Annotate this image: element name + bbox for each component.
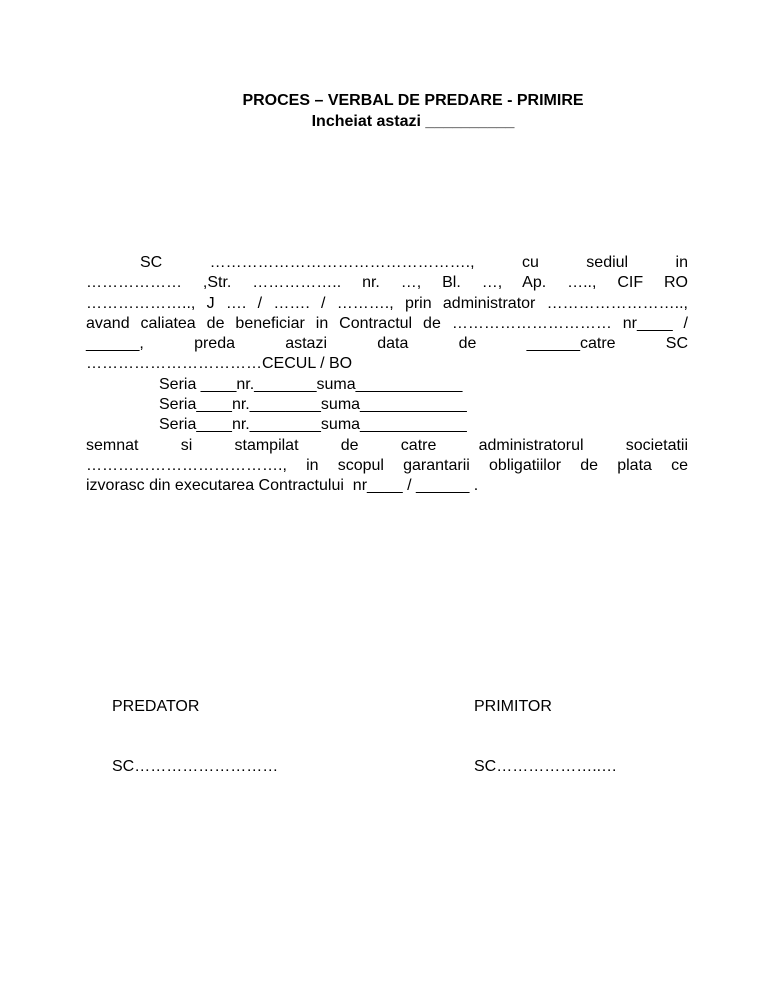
body-word: stampilat xyxy=(234,436,299,454)
signature-role: PRIMITOR xyxy=(474,698,552,715)
body-word: ______, xyxy=(86,335,144,353)
document-title: PROCES – VERBAL DE PREDARE - PRIMIRE xyxy=(242,92,584,109)
seria-line-3: Seria____nr.________suma____________ xyxy=(159,416,467,434)
body-line-2: ……………… ,Str. …………….. nr. …, Bl. …, Ap. ….., CIF RO xyxy=(86,274,688,292)
body-word: SC xyxy=(140,254,163,271)
body-word: si xyxy=(180,436,193,454)
body-word: de xyxy=(458,335,477,353)
body-word: …………………………………………., xyxy=(209,254,475,271)
body-line-4: avand caliatea de beneficiar in Contractul de ………………………… nr____ / xyxy=(86,314,688,332)
signature-company: SC……………………… xyxy=(112,758,279,775)
body-word: astazi xyxy=(285,335,327,353)
seria-line-1: Seria ____nr._______suma____________ xyxy=(159,375,463,393)
signature-primitor xyxy=(474,657,617,817)
body-word: preda xyxy=(194,335,235,353)
body-word: SC xyxy=(665,335,689,353)
body-word: ______catre xyxy=(526,335,616,353)
signature-role: PREDATOR xyxy=(112,698,200,715)
seria-line-2: Seria____nr.________suma____________ xyxy=(159,396,467,414)
body-line-9: izvorasc din executarea Contractului nr____ / ______ . xyxy=(86,477,479,495)
body-word: societatii xyxy=(625,436,689,454)
body-word: data xyxy=(377,335,409,353)
body-word: administratorul xyxy=(478,436,584,454)
body-word: cu xyxy=(521,254,539,271)
signature-predator xyxy=(112,657,278,817)
body-word: in xyxy=(675,254,688,271)
body-word: de xyxy=(340,436,359,454)
body-line-6: ……………………………CECUL / BO xyxy=(86,355,353,373)
body-line-8: ………………………………., in scopul garantarii obligatiilor de plata ce xyxy=(86,456,688,474)
body-word: semnat xyxy=(86,436,139,454)
body-line-1 xyxy=(86,253,688,273)
body-line-7 xyxy=(86,436,688,456)
body-word: catre xyxy=(400,436,437,454)
document-body xyxy=(86,253,688,497)
body-line-5 xyxy=(86,334,688,354)
body-word: sediul xyxy=(586,254,629,271)
document-subtitle: Incheiat astazi __________ xyxy=(311,113,515,130)
body-line-3: ……………….., J …. / ……. / ………., prin administrator …………………….., xyxy=(86,294,688,312)
signature-company: SC………………..… xyxy=(474,758,618,775)
